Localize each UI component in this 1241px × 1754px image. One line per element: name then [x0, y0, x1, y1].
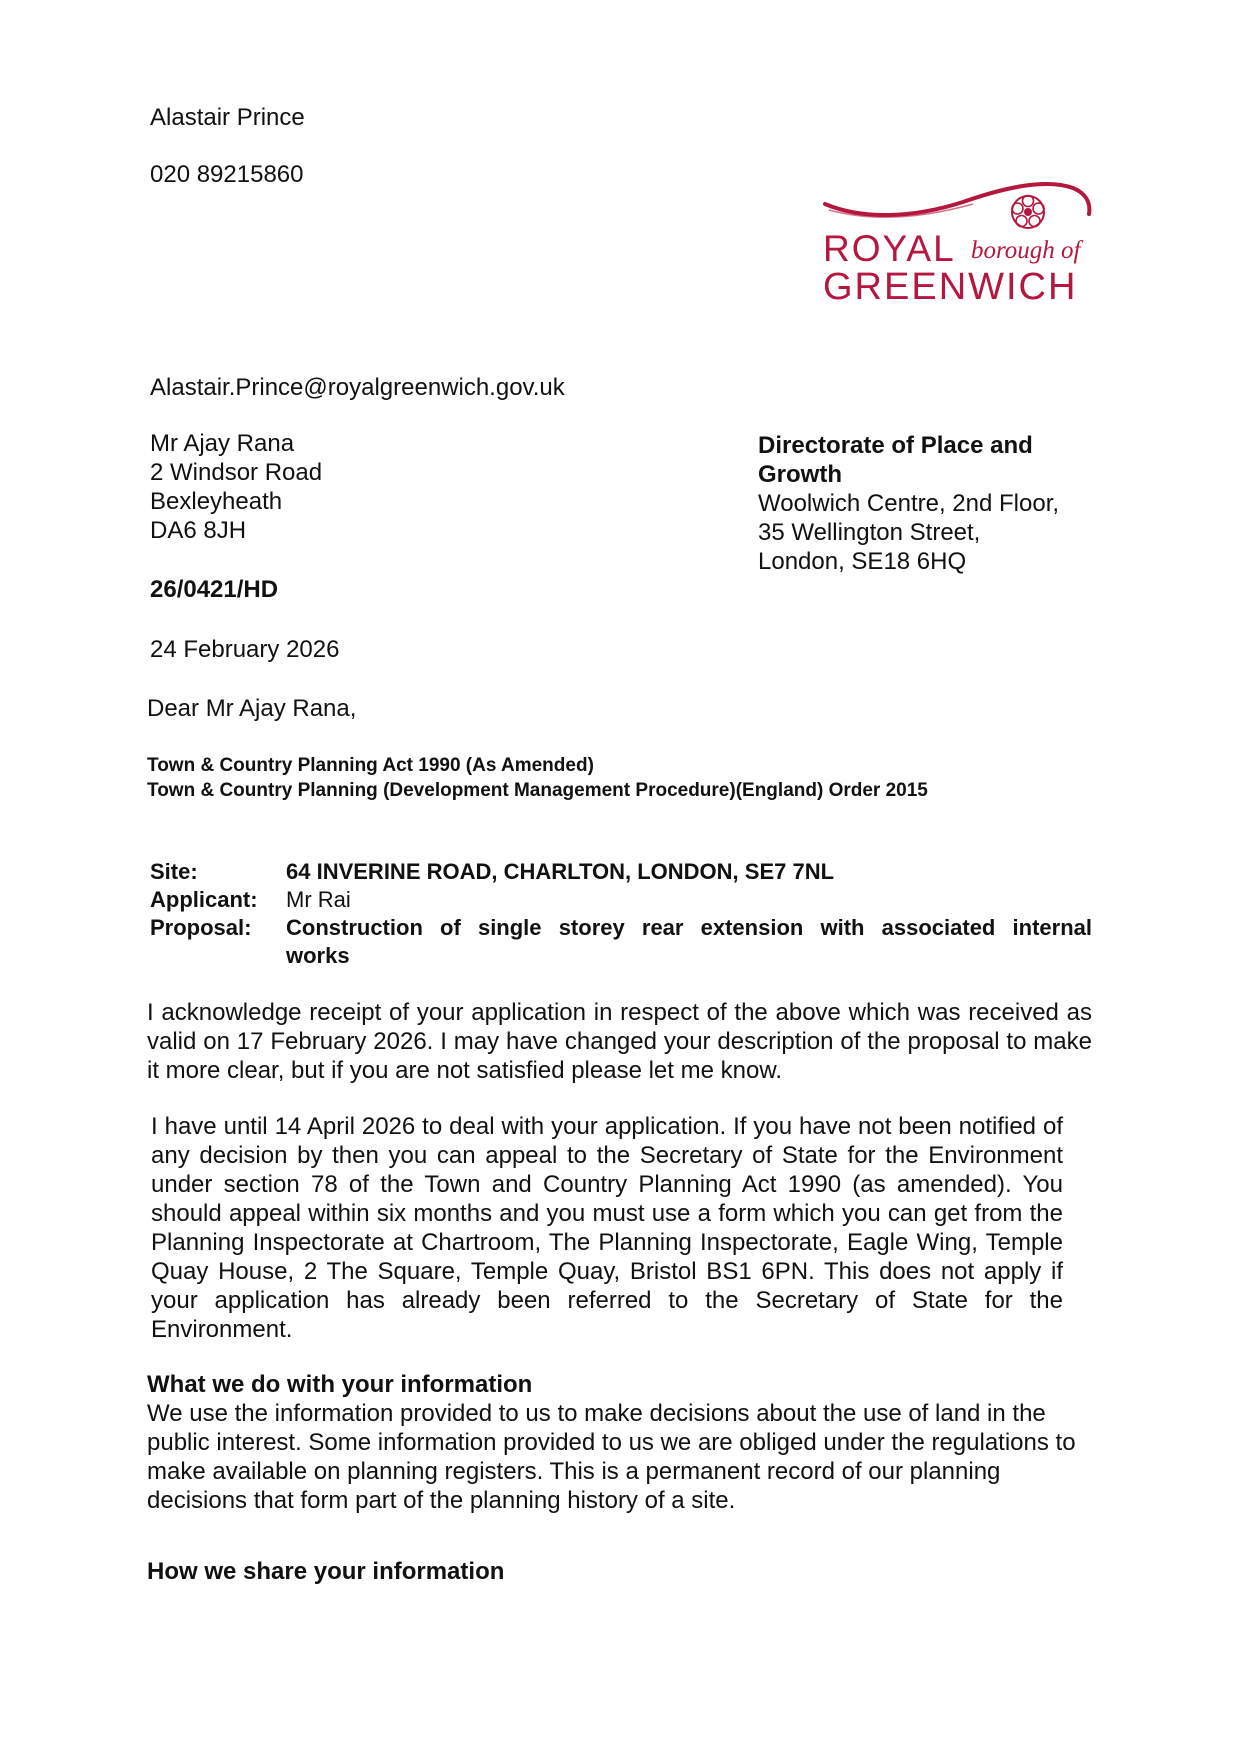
logo-borough-text: borough of	[971, 237, 1081, 264]
tudor-rose-icon	[1008, 192, 1048, 232]
site-label: Site:	[150, 859, 198, 884]
how-heading: How we share your information	[147, 1558, 505, 1585]
applicant-value: Mr Rai	[286, 887, 351, 912]
salutation: Dear Mr Ajay Rana,	[147, 695, 357, 722]
detail-site	[150, 858, 1092, 886]
detail-proposal	[150, 914, 1092, 970]
act-line-1: Town & Country Planning Act 1990 (As Amended)	[147, 755, 594, 776]
directorate-address-3: London, SE18 6HQ	[758, 548, 967, 575]
sender-phone: 020 89215860	[150, 161, 304, 188]
act-line-2: Town & Country Planning (Development Management Procedure)(England) Order 2015	[147, 780, 928, 801]
directorate-name-2: Growth	[758, 461, 842, 488]
application-details	[150, 858, 1092, 970]
directorate-address-2: 35 Wellington Street,	[758, 519, 981, 546]
recipient-name: Mr Ajay Rana	[150, 430, 295, 457]
logo-greenwich-text: GREENWICH	[823, 266, 1078, 308]
sender-name: Alastair Prince	[150, 104, 305, 131]
sender-email: Alastair.Prince@royalgreenwich.gov.uk	[150, 374, 565, 401]
what-body: We use the information provided to us to make decisions about the use of land in the public interest. Some information provided to us we are obliged under the regulations to make available on planning registers. This is a permanent record of our planning decisions that form part of the planning history of a site.	[147, 1400, 1076, 1514]
detail-applicant	[150, 886, 1092, 914]
planning-acts	[147, 753, 928, 803]
site-value: 64 INVERINE ROAD, CHARLTON, LONDON, SE7 7NL	[286, 859, 835, 884]
applicant-label: Applicant:	[150, 887, 258, 912]
proposal-value: Construction of single storey rear extension with associated internal works	[286, 915, 1092, 968]
what-heading: What we do with your information	[147, 1371, 533, 1398]
recipient-address	[150, 429, 322, 545]
acknowledge-paragraph: I acknowledge receipt of your application in respect of the above which was received as valid on 17 February 2026. I may have changed your description of the proposal to make it more clear, but if you are not satisfied please let me know.	[147, 999, 1092, 1084]
directorate-address-1: Woolwich Centre, 2nd Floor,	[758, 490, 1060, 517]
recipient-postcode: DA6 8JH	[150, 517, 247, 544]
deadline-paragraph: I have until 14 April 2026 to deal with your application. If you have not been notified of any decision by then you can appeal to the Secretary of State for the Environment under section 78 of the Town and Country Planning Act 1990 (as amended). You should appeal within six months and you must use a form which you can get from the Planning Inspectorate at Chartroom, The Planning Inspectorate, Eagle Wing, Temple Quay House, 2 The Square, Temple Quay, Bristol BS1 6PN. This does not apply if your application has already been referred to the Secretary of State for the Environment.	[151, 1113, 1063, 1343]
logo-royal-text: ROYAL	[823, 228, 956, 269]
directorate-name-1: Directorate of Place and	[758, 432, 1033, 459]
royal-greenwich-logo	[823, 180, 1098, 310]
directorate-address	[758, 431, 1059, 576]
proposal-label: Proposal:	[150, 915, 252, 940]
recipient-line1: 2 Windsor Road	[150, 459, 323, 486]
recipient-line2: Bexleyheath	[150, 488, 283, 515]
letter-date: 24 February 2026	[150, 636, 340, 663]
reference-number: 26/0421/HD	[150, 576, 279, 603]
